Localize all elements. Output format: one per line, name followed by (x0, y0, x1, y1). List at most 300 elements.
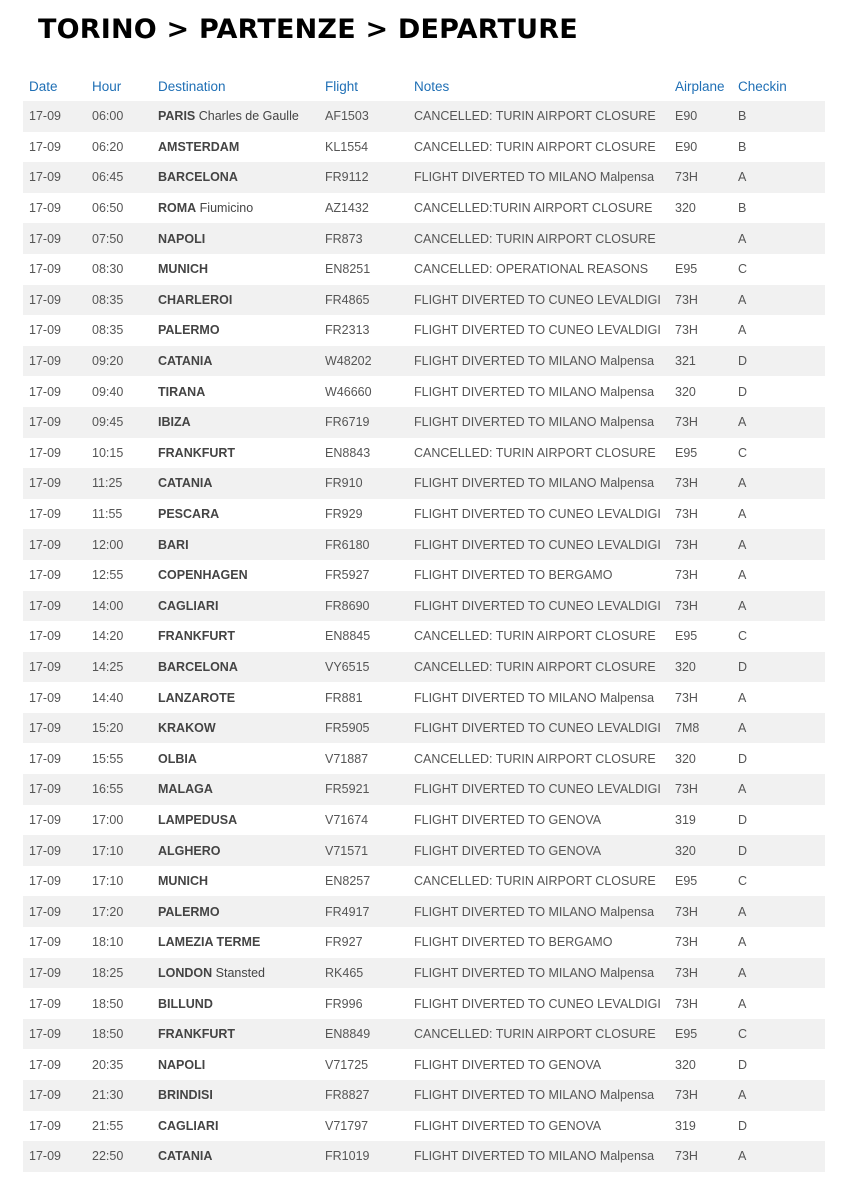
cell-hour: 06:20 (86, 132, 152, 163)
cell-date: 17-09 (23, 101, 86, 132)
cell-destination (152, 223, 319, 254)
cell-checkin: D (732, 1049, 825, 1080)
cell-checkin: A (732, 499, 825, 530)
destination-city: AMSTERDAM (158, 139, 240, 154)
table-row (23, 1049, 825, 1080)
table-row (23, 774, 825, 805)
column-header-notes: Notes (414, 78, 450, 94)
cell-airplane: 73H (669, 315, 732, 346)
cell-hour: 11:25 (86, 468, 152, 499)
page-title: TORINO > PARTENZE > DEPARTURE (38, 14, 578, 45)
cell-date: 17-09 (23, 315, 86, 346)
table-row (23, 835, 825, 866)
cell-flight: W48202 (319, 346, 408, 377)
cell-notes: FLIGHT DIVERTED TO CUNEO LEVALDIGI (408, 529, 669, 560)
destination-city: ALGHERO (158, 843, 221, 858)
cell-airplane: E95 (669, 621, 732, 652)
destination-city: MUNICH (158, 874, 208, 889)
cell-flight: FR5921 (319, 774, 408, 805)
cell-airplane: 319 (669, 1111, 732, 1142)
table-row (23, 1019, 825, 1050)
cell-hour: 12:55 (86, 560, 152, 591)
cell-flight: EN8843 (319, 438, 408, 469)
cell-checkin: A (732, 591, 825, 622)
table-row (23, 407, 825, 438)
cell-destination (152, 1141, 319, 1172)
cell-checkin: B (732, 132, 825, 163)
cell-destination (152, 774, 319, 805)
destination-city: LONDON (158, 965, 213, 980)
cell-date: 17-09 (23, 254, 86, 285)
destination-city: CAGLIARI (158, 1118, 219, 1133)
destination-city: MUNICH (158, 262, 208, 277)
cell-date: 17-09 (23, 1049, 86, 1080)
cell-hour: 12:00 (86, 529, 152, 560)
cell-flight: V71797 (319, 1111, 408, 1142)
destination-city: BARCELONA (158, 170, 238, 185)
destination-airport: Stansted (212, 965, 265, 980)
cell-destination (152, 376, 319, 407)
cell-airplane: 320 (669, 835, 732, 866)
cell-hour: 20:35 (86, 1049, 152, 1080)
cell-notes: CANCELLED: TURIN AIRPORT CLOSURE (408, 866, 669, 897)
cell-checkin: C (732, 1019, 825, 1050)
table-body (23, 101, 825, 1172)
cell-destination (152, 591, 319, 622)
cell-destination (152, 315, 319, 346)
table-row (23, 101, 825, 132)
cell-destination (152, 988, 319, 1019)
column-header-date: Date (29, 78, 58, 94)
cell-airplane: 73H (669, 529, 732, 560)
cell-hour: 10:15 (86, 438, 152, 469)
cell-destination (152, 101, 319, 132)
column-header-airplane: Airplane (675, 78, 725, 94)
cell-destination (152, 1080, 319, 1111)
cell-checkin: B (732, 193, 825, 224)
destination-city: TIRANA (158, 384, 206, 399)
table-row (23, 591, 825, 622)
cell-flight: V71674 (319, 805, 408, 836)
cell-checkin: D (732, 743, 825, 774)
cell-checkin: C (732, 621, 825, 652)
table-row (23, 285, 825, 316)
cell-airplane: 73H (669, 407, 732, 438)
cell-airplane (669, 223, 732, 254)
table-row (23, 346, 825, 377)
destination-city: FRANKFURT (158, 1027, 236, 1042)
destination-airport: Fiumicino (196, 201, 254, 216)
column-header-checkin: Checkin (738, 78, 787, 94)
cell-airplane: 73H (669, 1080, 732, 1111)
cell-date: 17-09 (23, 1019, 86, 1050)
table-row (23, 376, 825, 407)
cell-destination (152, 713, 319, 744)
cell-notes: CANCELLED: TURIN AIRPORT CLOSURE (408, 132, 669, 163)
cell-notes: FLIGHT DIVERTED TO CUNEO LEVALDIGI (408, 774, 669, 805)
cell-notes: FLIGHT DIVERTED TO MILANO Malpensa (408, 1141, 669, 1172)
cell-flight: FR873 (319, 223, 408, 254)
cell-flight: FR4865 (319, 285, 408, 316)
cell-notes: CANCELLED: TURIN AIRPORT CLOSURE (408, 652, 669, 683)
cell-airplane: 73H (669, 162, 732, 193)
cell-notes: FLIGHT DIVERTED TO CUNEO LEVALDIGI (408, 315, 669, 346)
table-row (23, 438, 825, 469)
cell-destination (152, 468, 319, 499)
destination-city: PALERMO (158, 323, 220, 338)
cell-flight: FR9112 (319, 162, 408, 193)
cell-hour: 15:55 (86, 743, 152, 774)
cell-hour: 09:20 (86, 346, 152, 377)
cell-flight: V71571 (319, 835, 408, 866)
cell-airplane: 320 (669, 652, 732, 683)
cell-hour: 14:25 (86, 652, 152, 683)
cell-flight: V71887 (319, 743, 408, 774)
cell-notes: FLIGHT DIVERTED TO MILANO Malpensa (408, 682, 669, 713)
destination-city: PALERMO (158, 904, 220, 919)
cell-hour: 07:50 (86, 223, 152, 254)
table-row (23, 315, 825, 346)
cell-hour: 16:55 (86, 774, 152, 805)
cell-notes: FLIGHT DIVERTED TO MILANO Malpensa (408, 407, 669, 438)
cell-destination (152, 652, 319, 683)
cell-hour: 17:00 (86, 805, 152, 836)
cell-checkin: B (732, 101, 825, 132)
cell-notes: FLIGHT DIVERTED TO GENOVA (408, 805, 669, 836)
cell-checkin: A (732, 529, 825, 560)
cell-airplane: 73H (669, 468, 732, 499)
cell-airplane: E95 (669, 254, 732, 285)
cell-checkin: C (732, 866, 825, 897)
cell-hour: 09:45 (86, 407, 152, 438)
cell-airplane: 73H (669, 958, 732, 989)
cell-checkin: C (732, 254, 825, 285)
cell-destination (152, 193, 319, 224)
cell-checkin: A (732, 896, 825, 927)
cell-flight: FR5905 (319, 713, 408, 744)
cell-checkin: A (732, 988, 825, 1019)
cell-destination (152, 560, 319, 591)
cell-checkin: D (732, 376, 825, 407)
cell-notes: FLIGHT DIVERTED TO MILANO Malpensa (408, 346, 669, 377)
cell-hour: 17:10 (86, 866, 152, 897)
table-row (23, 1080, 825, 1111)
cell-flight: FR996 (319, 988, 408, 1019)
destination-city: FRANKFURT (158, 445, 236, 460)
cell-notes: FLIGHT DIVERTED TO CUNEO LEVALDIGI (408, 988, 669, 1019)
cell-airplane: 319 (669, 805, 732, 836)
cell-notes: FLIGHT DIVERTED TO MILANO Malpensa (408, 896, 669, 927)
cell-flight: FR6180 (319, 529, 408, 560)
destination-city: IBIZA (158, 415, 191, 430)
destination-city: COPENHAGEN (158, 568, 248, 583)
cell-flight: EN8845 (319, 621, 408, 652)
cell-hour: 06:00 (86, 101, 152, 132)
cell-hour: 08:35 (86, 315, 152, 346)
cell-airplane: 73H (669, 774, 732, 805)
cell-destination (152, 835, 319, 866)
cell-destination (152, 1111, 319, 1142)
cell-flight: FR8827 (319, 1080, 408, 1111)
cell-hour: 21:30 (86, 1080, 152, 1111)
cell-hour: 17:10 (86, 835, 152, 866)
cell-hour: 14:20 (86, 621, 152, 652)
table-row (23, 1141, 825, 1172)
cell-flight: FR5927 (319, 560, 408, 591)
cell-notes: FLIGHT DIVERTED TO GENOVA (408, 835, 669, 866)
destination-city: MALAGA (158, 782, 213, 797)
cell-airplane: 321 (669, 346, 732, 377)
cell-airplane: 7M8 (669, 713, 732, 744)
cell-airplane: 320 (669, 743, 732, 774)
cell-date: 17-09 (23, 346, 86, 377)
cell-checkin: A (732, 927, 825, 958)
cell-checkin: A (732, 407, 825, 438)
cell-hour: 18:50 (86, 988, 152, 1019)
destination-city: LAMPEDUSA (158, 812, 238, 827)
cell-checkin: A (732, 315, 825, 346)
cell-hour: 08:35 (86, 285, 152, 316)
cell-destination (152, 927, 319, 958)
cell-destination (152, 254, 319, 285)
cell-date: 17-09 (23, 193, 86, 224)
destination-city: NAPOLI (158, 1057, 206, 1072)
departures-table (23, 71, 825, 1172)
cell-airplane: 320 (669, 1049, 732, 1080)
cell-hour: 06:50 (86, 193, 152, 224)
table-row (23, 162, 825, 193)
cell-destination (152, 529, 319, 560)
cell-flight: V71725 (319, 1049, 408, 1080)
cell-flight: FR881 (319, 682, 408, 713)
cell-airplane: E90 (669, 132, 732, 163)
cell-notes: CANCELLED: OPERATIONAL REASONS (408, 254, 669, 285)
cell-date: 17-09 (23, 376, 86, 407)
cell-notes: CANCELLED: TURIN AIRPORT CLOSURE (408, 1019, 669, 1050)
table-row (23, 499, 825, 530)
cell-airplane: 73H (669, 591, 732, 622)
cell-checkin: A (732, 162, 825, 193)
table-row (23, 223, 825, 254)
cell-hour: 18:10 (86, 927, 152, 958)
destination-city: KRAKOW (158, 721, 216, 736)
table-row (23, 652, 825, 683)
destination-airport: Charles de Gaulle (195, 109, 299, 124)
destination-city: OLBIA (158, 751, 197, 766)
cell-destination (152, 499, 319, 530)
header-row (23, 71, 825, 101)
cell-destination (152, 407, 319, 438)
cell-notes: FLIGHT DIVERTED TO CUNEO LEVALDIGI (408, 591, 669, 622)
table-row (23, 682, 825, 713)
cell-destination (152, 958, 319, 989)
table-row (23, 927, 825, 958)
cell-checkin: A (732, 713, 825, 744)
cell-airplane: 73H (669, 1141, 732, 1172)
cell-date: 17-09 (23, 958, 86, 989)
destination-city: BARI (158, 537, 189, 552)
cell-date: 17-09 (23, 223, 86, 254)
cell-flight: EN8257 (319, 866, 408, 897)
table-row (23, 560, 825, 591)
cell-hour: 14:40 (86, 682, 152, 713)
cell-date: 17-09 (23, 805, 86, 836)
cell-checkin: A (732, 223, 825, 254)
cell-airplane: 73H (669, 560, 732, 591)
cell-hour: 21:55 (86, 1111, 152, 1142)
destination-city: BILLUND (158, 996, 213, 1011)
cell-notes: FLIGHT DIVERTED TO MILANO Malpensa (408, 958, 669, 989)
cell-date: 17-09 (23, 988, 86, 1019)
cell-destination (152, 1049, 319, 1080)
cell-date: 17-09 (23, 162, 86, 193)
cell-hour: 09:40 (86, 376, 152, 407)
cell-flight: FR1019 (319, 1141, 408, 1172)
cell-notes: FLIGHT DIVERTED TO MILANO Malpensa (408, 1080, 669, 1111)
cell-destination (152, 621, 319, 652)
cell-airplane: E95 (669, 438, 732, 469)
cell-date: 17-09 (23, 1141, 86, 1172)
cell-checkin: A (732, 560, 825, 591)
cell-hour: 18:25 (86, 958, 152, 989)
destination-city: CATANIA (158, 476, 213, 491)
cell-notes: FLIGHT DIVERTED TO MILANO Malpensa (408, 376, 669, 407)
cell-date: 17-09 (23, 896, 86, 927)
cell-airplane: 320 (669, 193, 732, 224)
cell-date: 17-09 (23, 285, 86, 316)
cell-notes: CANCELLED:TURIN AIRPORT CLOSURE (408, 193, 669, 224)
cell-flight: KL1554 (319, 132, 408, 163)
cell-date: 17-09 (23, 132, 86, 163)
destination-city: BARCELONA (158, 659, 238, 674)
destination-city: LAMEZIA TERME (158, 935, 261, 950)
destination-city: PARIS (158, 109, 196, 124)
cell-flight: EN8849 (319, 1019, 408, 1050)
cell-date: 17-09 (23, 743, 86, 774)
cell-notes: CANCELLED: TURIN AIRPORT CLOSURE (408, 621, 669, 652)
cell-notes: CANCELLED: TURIN AIRPORT CLOSURE (408, 101, 669, 132)
cell-flight: FR6719 (319, 407, 408, 438)
cell-flight: RK465 (319, 958, 408, 989)
cell-date: 17-09 (23, 682, 86, 713)
cell-checkin: A (732, 285, 825, 316)
cell-flight: FR8690 (319, 591, 408, 622)
cell-destination (152, 132, 319, 163)
cell-date: 17-09 (23, 927, 86, 958)
cell-checkin: A (732, 958, 825, 989)
cell-checkin: A (732, 682, 825, 713)
table-row (23, 743, 825, 774)
cell-checkin: A (732, 1080, 825, 1111)
cell-checkin: D (732, 346, 825, 377)
table-row (23, 896, 825, 927)
destination-city: PESCARA (158, 507, 220, 522)
table-row (23, 193, 825, 224)
cell-destination (152, 285, 319, 316)
column-header-destination: Destination (158, 78, 226, 94)
cell-checkin: D (732, 1111, 825, 1142)
cell-date: 17-09 (23, 560, 86, 591)
cell-checkin: D (732, 652, 825, 683)
cell-airplane: 73H (669, 988, 732, 1019)
table-row (23, 529, 825, 560)
cell-airplane: 73H (669, 682, 732, 713)
cell-flight: W46660 (319, 376, 408, 407)
cell-airplane: E95 (669, 1019, 732, 1050)
table-row (23, 621, 825, 652)
cell-date: 17-09 (23, 652, 86, 683)
cell-notes: FLIGHT DIVERTED TO CUNEO LEVALDIGI (408, 713, 669, 744)
cell-checkin: D (732, 835, 825, 866)
cell-airplane: 73H (669, 499, 732, 530)
cell-checkin: A (732, 468, 825, 499)
cell-airplane: 320 (669, 376, 732, 407)
cell-date: 17-09 (23, 1111, 86, 1142)
table-row (23, 958, 825, 989)
cell-notes: FLIGHT DIVERTED TO GENOVA (408, 1049, 669, 1080)
cell-airplane: 73H (669, 285, 732, 316)
cell-notes: FLIGHT DIVERTED TO CUNEO LEVALDIGI (408, 499, 669, 530)
cell-notes: CANCELLED: TURIN AIRPORT CLOSURE (408, 223, 669, 254)
destination-city: CAGLIARI (158, 598, 219, 613)
cell-hour: 17:20 (86, 896, 152, 927)
cell-airplane: E90 (669, 101, 732, 132)
destination-city: FRANKFURT (158, 629, 236, 644)
cell-destination (152, 346, 319, 377)
cell-destination (152, 896, 319, 927)
cell-destination (152, 1019, 319, 1050)
cell-notes: FLIGHT DIVERTED TO MILANO Malpensa (408, 468, 669, 499)
destination-city: LANZAROTE (158, 690, 236, 705)
cell-flight: VY6515 (319, 652, 408, 683)
cell-date: 17-09 (23, 774, 86, 805)
cell-notes: FLIGHT DIVERTED TO BERGAMO (408, 560, 669, 591)
cell-checkin: A (732, 1141, 825, 1172)
cell-notes: FLIGHT DIVERTED TO MILANO Malpensa (408, 162, 669, 193)
destination-city: CATANIA (158, 354, 213, 369)
cell-notes: FLIGHT DIVERTED TO CUNEO LEVALDIGI (408, 285, 669, 316)
table-row (23, 468, 825, 499)
cell-hour: 08:30 (86, 254, 152, 285)
cell-date: 17-09 (23, 621, 86, 652)
cell-hour: 15:20 (86, 713, 152, 744)
cell-date: 17-09 (23, 438, 86, 469)
cell-flight: FR927 (319, 927, 408, 958)
cell-destination (152, 743, 319, 774)
column-header-hour: Hour (92, 78, 122, 94)
cell-date: 17-09 (23, 499, 86, 530)
destination-city: CATANIA (158, 1149, 213, 1164)
cell-date: 17-09 (23, 835, 86, 866)
cell-hour: 22:50 (86, 1141, 152, 1172)
cell-notes: CANCELLED: TURIN AIRPORT CLOSURE (408, 743, 669, 774)
cell-flight: AZ1432 (319, 193, 408, 224)
cell-date: 17-09 (23, 468, 86, 499)
cell-hour: 11:55 (86, 499, 152, 530)
cell-destination (152, 162, 319, 193)
cell-destination (152, 682, 319, 713)
table-row (23, 1111, 825, 1142)
cell-checkin: D (732, 805, 825, 836)
cell-destination (152, 866, 319, 897)
cell-flight: FR4917 (319, 896, 408, 927)
cell-checkin: A (732, 774, 825, 805)
cell-airplane: 73H (669, 927, 732, 958)
cell-notes: FLIGHT DIVERTED TO BERGAMO (408, 927, 669, 958)
cell-flight: FR929 (319, 499, 408, 530)
destination-city: BRINDISI (158, 1088, 213, 1103)
cell-hour: 18:50 (86, 1019, 152, 1050)
